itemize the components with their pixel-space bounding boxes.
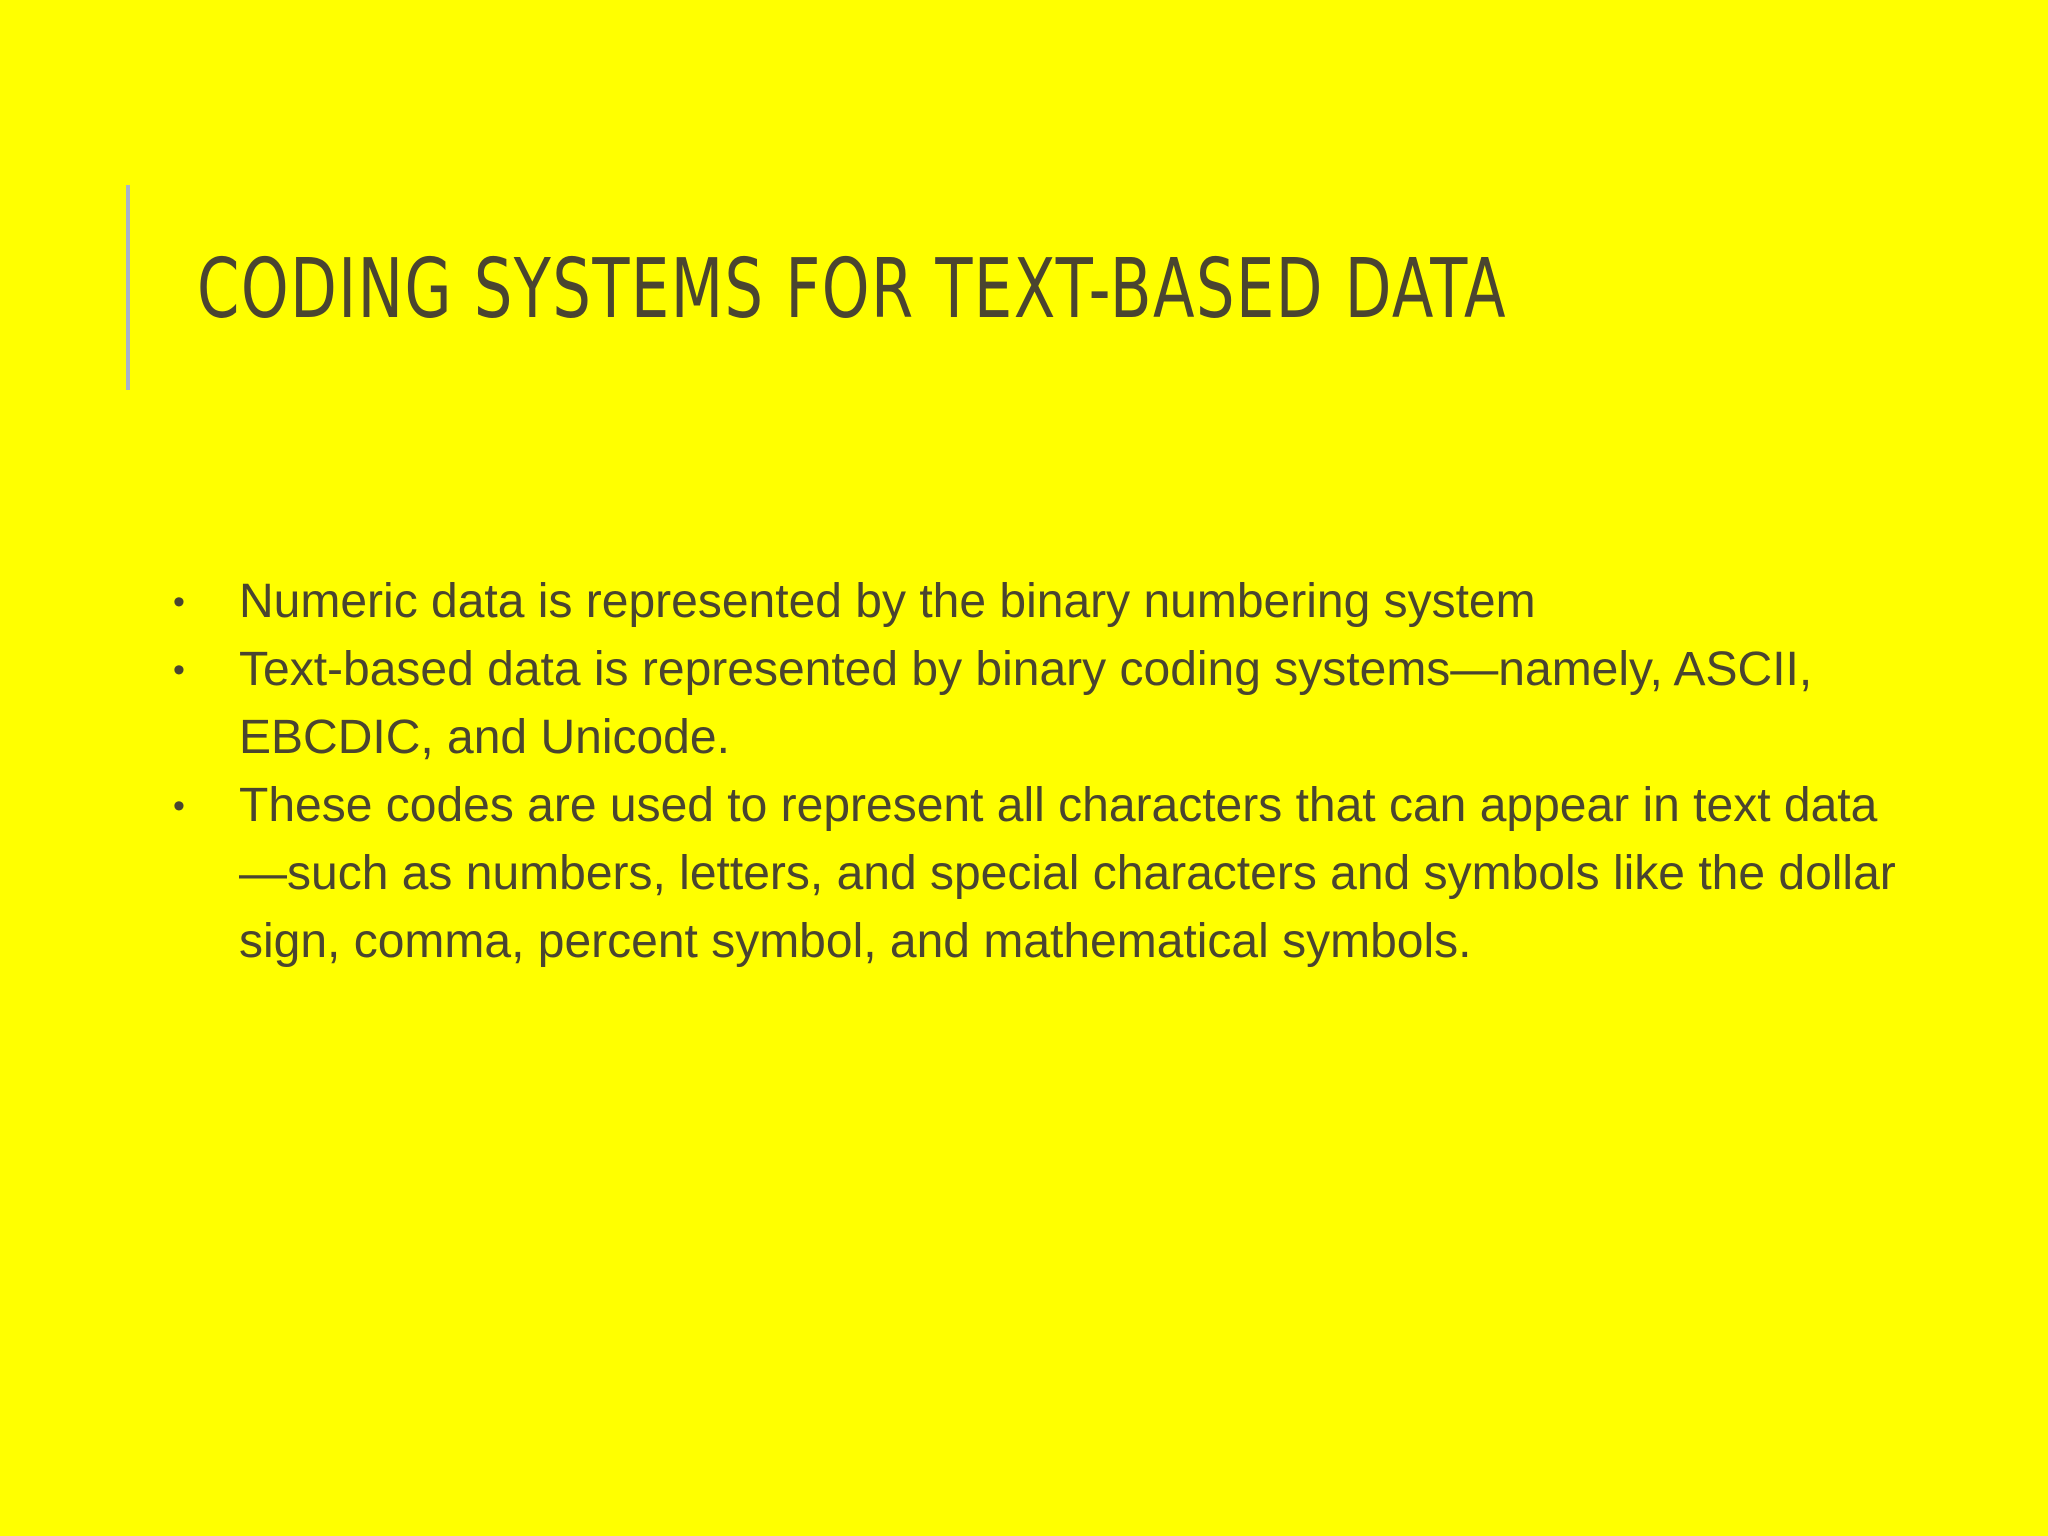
bullet-text: These codes are used to represent all characters that can appear in text data—such as numbers, letters, and special characters and symbols like the dollar sign, comma, percent symbol, and mathematical symbols. — [239, 779, 1896, 968]
bullet-item-3 — [173, 772, 1913, 976]
bullet-list — [173, 568, 1913, 976]
bullet-icon: • — [173, 583, 185, 621]
bullet-text: Numeric data is represented by the binary numbering system — [239, 575, 1536, 628]
bullet-item-1 — [173, 568, 1913, 636]
slide-title: CODING SYSTEMS FOR TEXT-BASED DATA — [197, 242, 1508, 337]
title-accent-bar — [126, 185, 130, 390]
bullet-item-2 — [173, 636, 1913, 772]
bullet-text: Text-based data is represented by binary coding systems—namely, ASCII, EBCDIC, and Unicode. — [239, 643, 1813, 764]
bullet-icon: • — [173, 787, 185, 825]
bullet-icon: • — [173, 651, 185, 689]
